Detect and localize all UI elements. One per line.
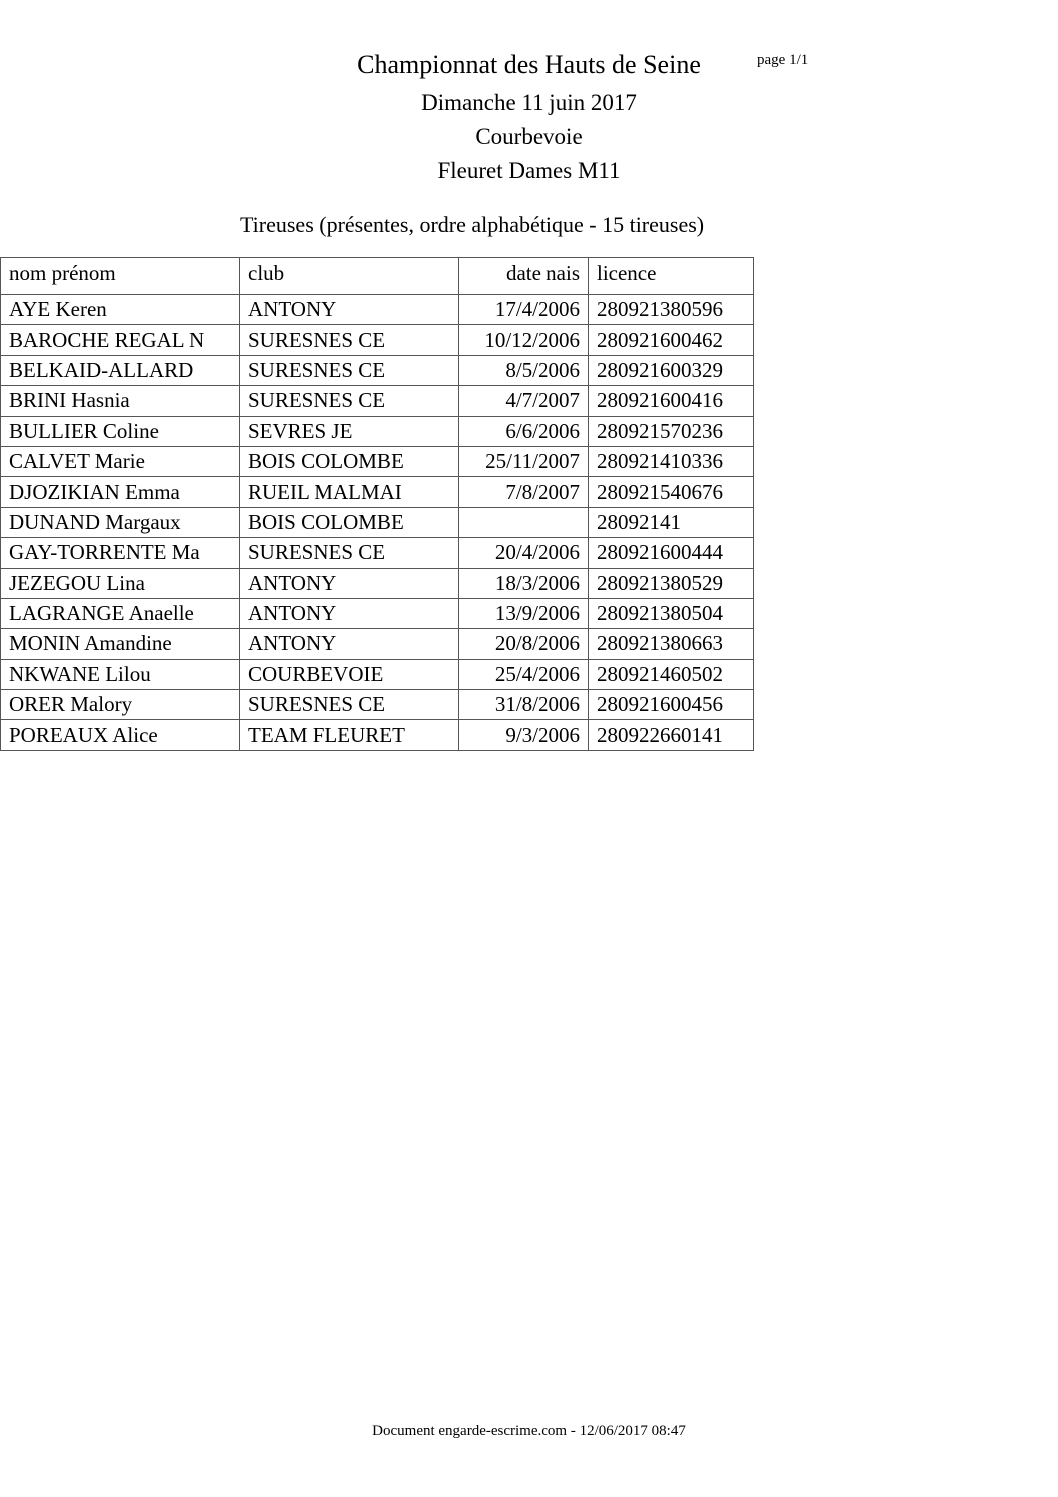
- column-header-birthdate: date nais: [459, 258, 589, 295]
- event-date: Dimanche 11 juin 2017: [421, 90, 637, 115]
- table-row: [1, 446, 754, 476]
- cell-name: DJOZIKIAN Emma: [1, 477, 240, 507]
- page-title: Championnat des Hauts de Seine: [357, 50, 701, 79]
- fencers-table: [0, 257, 754, 751]
- cell-licence: 280921380596: [589, 295, 754, 325]
- table-row: [1, 386, 754, 416]
- cell-club: SEVRES JE: [240, 416, 459, 446]
- cell-birthdate: 7/8/2007: [459, 477, 589, 507]
- table-row: [1, 659, 754, 689]
- list-caption: Tireuses (présentes, ordre alphabétique - 15 tireuses): [240, 212, 705, 237]
- cell-licence: 280921570236: [589, 416, 754, 446]
- cell-licence: 280921600462: [589, 325, 754, 355]
- cell-licence: 280921380663: [589, 629, 754, 659]
- table-body: [1, 295, 754, 751]
- cell-birthdate: 25/11/2007: [459, 446, 589, 476]
- table-header-row: [1, 258, 754, 295]
- column-header-licence: licence: [589, 258, 754, 295]
- cell-licence: 280921600416: [589, 386, 754, 416]
- event-location: Courbevoie: [475, 124, 583, 149]
- cell-birthdate: 10/12/2006: [459, 325, 589, 355]
- table-row: [1, 629, 754, 659]
- cell-licence: 280922660141: [589, 720, 754, 750]
- cell-club: ANTONY: [240, 295, 459, 325]
- cell-licence: 280921460502: [589, 659, 754, 689]
- cell-birthdate: 20/8/2006: [459, 629, 589, 659]
- cell-birthdate: 31/8/2006: [459, 690, 589, 720]
- cell-birthdate: 6/6/2006: [459, 416, 589, 446]
- cell-club: SURESNES CE: [240, 386, 459, 416]
- cell-licence: 280921600329: [589, 355, 754, 385]
- table-row: [1, 568, 754, 598]
- cell-club: ANTONY: [240, 629, 459, 659]
- table-row: [1, 598, 754, 628]
- cell-name: POREAUX Alice: [1, 720, 240, 750]
- column-header-club: club: [240, 258, 459, 295]
- cell-name: AYE Keren: [1, 295, 240, 325]
- column-header-name: nom prénom: [1, 258, 240, 295]
- cell-club: SURESNES CE: [240, 355, 459, 385]
- table-row: [1, 355, 754, 385]
- table-row: [1, 690, 754, 720]
- table-row: [1, 416, 754, 446]
- table-row: [1, 720, 754, 750]
- cell-licence: 280921600456: [589, 690, 754, 720]
- cell-club: SURESNES CE: [240, 538, 459, 568]
- cell-club: BOIS COLOMBE: [240, 446, 459, 476]
- cell-club: ANTONY: [240, 598, 459, 628]
- cell-club: COURBEVOIE: [240, 659, 459, 689]
- cell-birthdate: 8/5/2006: [459, 355, 589, 385]
- cell-licence: 280921600444: [589, 538, 754, 568]
- cell-name: CALVET Marie: [1, 446, 240, 476]
- cell-club: SURESNES CE: [240, 325, 459, 355]
- cell-birthdate: 18/3/2006: [459, 568, 589, 598]
- cell-licence: 28092141: [589, 507, 754, 537]
- cell-birthdate: 25/4/2006: [459, 659, 589, 689]
- cell-licence: 280921380504: [589, 598, 754, 628]
- cell-licence: 280921380529: [589, 568, 754, 598]
- cell-club: TEAM FLEURET: [240, 720, 459, 750]
- cell-club: SURESNES CE: [240, 690, 459, 720]
- cell-name: MONIN Amandine: [1, 629, 240, 659]
- cell-name: LAGRANGE Anaelle: [1, 598, 240, 628]
- cell-club: RUEIL MALMAI: [240, 477, 459, 507]
- cell-club: ANTONY: [240, 568, 459, 598]
- cell-name: DUNAND Margaux: [1, 507, 240, 537]
- cell-name: BULLIER Coline: [1, 416, 240, 446]
- table-row: [1, 538, 754, 568]
- cell-birthdate: 20/4/2006: [459, 538, 589, 568]
- cell-name: BRINI Hasnia: [1, 386, 240, 416]
- cell-name: NKWANE Lilou: [1, 659, 240, 689]
- table-row: [1, 507, 754, 537]
- cell-name: JEZEGOU Lina: [1, 568, 240, 598]
- table-row: [1, 477, 754, 507]
- table-row: [1, 325, 754, 355]
- cell-name: BAROCHE REGAL N: [1, 325, 240, 355]
- footer-note: Document engarde-escrime.com - 12/06/2017 08:47: [372, 1423, 686, 1439]
- cell-birthdate: 4/7/2007: [459, 386, 589, 416]
- cell-birthdate: 9/3/2006: [459, 720, 589, 750]
- cell-name: BELKAID-ALLARD: [1, 355, 240, 385]
- cell-birthdate: [459, 507, 589, 537]
- event-category: Fleuret Dames M11: [437, 158, 621, 183]
- cell-name: ORER Malory: [1, 690, 240, 720]
- page-number: page 1/1: [757, 52, 809, 68]
- table-row: [1, 295, 754, 325]
- cell-birthdate: 13/9/2006: [459, 598, 589, 628]
- cell-birthdate: 17/4/2006: [459, 295, 589, 325]
- cell-club: BOIS COLOMBE: [240, 507, 459, 537]
- cell-name: GAY-TORRENTE Ma: [1, 538, 240, 568]
- cell-licence: 280921540676: [589, 477, 754, 507]
- cell-licence: 280921410336: [589, 446, 754, 476]
